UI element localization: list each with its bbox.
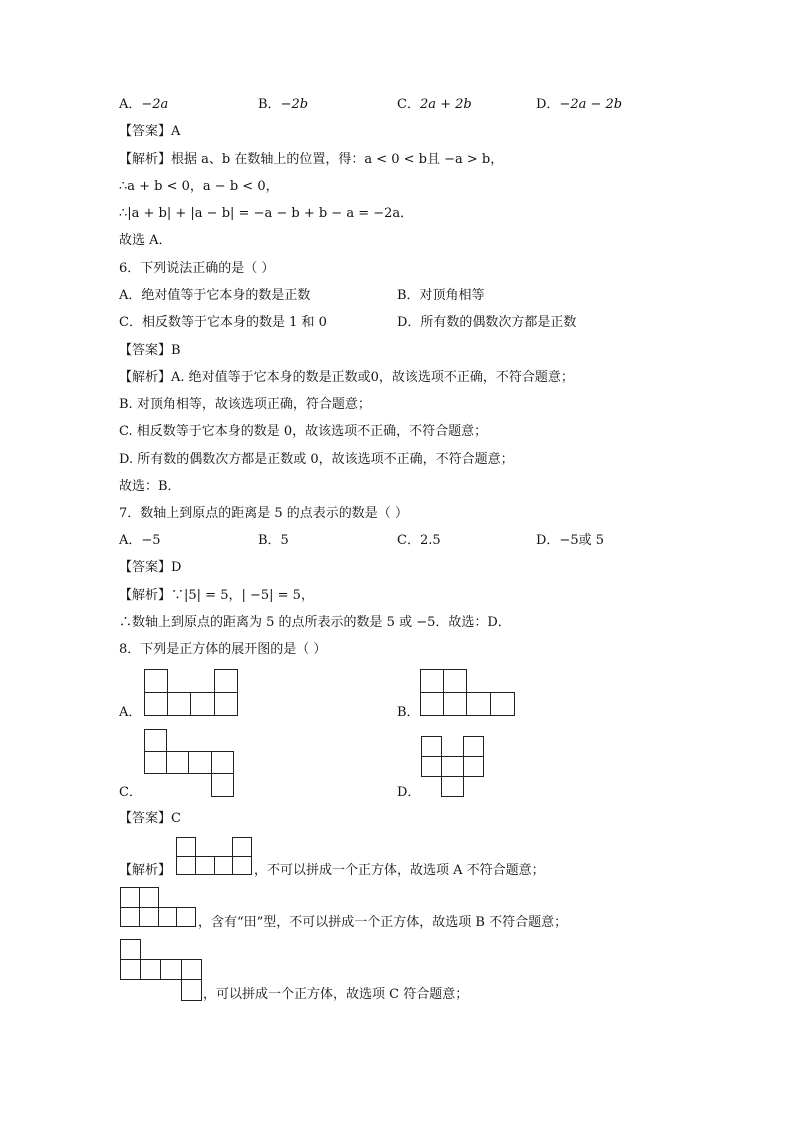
net-square [466,692,491,716]
net-square [144,692,168,716]
q6-analysis-line-4: D. 所有数的偶数次方都是正数或 0，故该选项不正确，不符合题意； [119,452,514,467]
q7-analysis-line-2: ∴数轴上到原点的距离为 5 的点所表示的数是 5 或 −5．故选：D． [119,615,511,630]
net-square [421,736,442,757]
net-square [232,856,252,875]
q5-analysis-line-1: 【解析】根据 a、b 在数轴上的位置，得：a < 0 < b且 −a > b， [119,152,504,167]
q6-analysis-line-3: C. 相反数等于它本身的数是 0，故该选项不正确，不符合题意； [119,424,488,439]
net-square [181,959,202,980]
net-square [158,907,177,927]
net-square [120,887,140,908]
net-square [490,692,515,716]
net-square [232,837,252,857]
q5-option-a-text: −2a [141,97,169,112]
q8-option-b-net [420,669,515,716]
q5-option-c-label: C． [397,97,420,112]
q8-analysis-a-text: ，不可以拼成一个正方体，故选项 A 不符合题意； [254,863,545,878]
net-square [441,756,464,777]
net-square [144,751,167,774]
q7-option-d: D．−5或 5 [536,533,604,548]
net-square [421,756,442,777]
q6-option-c: C．相反数等于它本身的数是 1 和 0 [119,315,327,330]
q5-analysis-line-4: 故选 A． [119,233,172,248]
net-square [139,907,159,927]
net-square [420,692,444,716]
net-square [166,751,189,774]
q5-option-b-label: B． [258,97,281,112]
net-square [211,751,234,774]
q6-analysis-line-2: B. 对顶角相等，故该选项正确，符合题意； [119,397,371,412]
net-square [144,669,168,693]
q8-option-c-net [144,729,234,797]
q8-analysis-prefix: 【解析】 [119,863,172,878]
net-square [463,736,484,757]
q5-option-a [119,96,168,114]
q8-analysis-b-net [120,887,196,927]
q8-analysis-c-text: ，可以拼成一个正方体，故选项 C 符合题意； [203,987,469,1002]
net-square [443,669,467,693]
q5-option-c [397,96,472,114]
net-square [195,856,215,875]
q8-analysis-c-net [120,939,202,1001]
net-square [120,907,140,927]
net-square [463,756,484,777]
q8-option-a-net [144,669,238,716]
q5-answer: 【答案】A [119,124,181,139]
net-square [120,959,141,980]
q5-option-b-text: −2b [280,97,309,112]
q7-stem: 7．数轴上到原点的距离是 5 的点表示的数是（ ） [119,506,408,521]
q6-answer: 【答案】B [119,343,181,358]
net-square [214,692,238,716]
q8-option-a-label: A． [119,705,142,720]
q5-option-d-text: −2a − 2b [559,97,623,112]
q6-analysis-line-1: 【解析】A. 绝对值等于它本身的数是正数或0，故该选项不正确，不符合题意； [119,370,574,385]
q8-option-d-label: D． [397,785,421,800]
q5-analysis-line-2: ∴a + b < 0，a − b < 0， [119,179,279,194]
net-square [176,907,196,927]
net-square [176,837,196,857]
q7-option-b: B．5 [258,533,289,548]
net-square [214,669,238,693]
net-square [140,959,161,980]
q5-analysis-line-3: ∴|a + b| + |a − b| = −a − b + b − a = −2a． [119,206,414,221]
q7-answer: 【答案】D [119,560,182,575]
q8-option-b-label: B． [397,705,420,720]
net-square [139,887,159,908]
q6-option-d: D．所有数的偶数次方都是正数 [397,315,577,330]
q7-analysis-line-1: 【解析】∵|5| = 5，| −5| = 5， [119,588,314,603]
q6-analysis-line-5: 故选：B． [119,479,181,494]
net-square [181,979,202,1001]
q6-option-b: B．对顶角相等 [397,288,485,303]
q7-option-a: A．−5 [119,533,161,548]
q5-option-c-text: 2a + 2b [419,97,472,112]
q5-option-d [536,96,622,114]
q6-option-a: A．绝对值等于它本身的数是正数 [119,288,311,303]
net-square [211,773,234,797]
q8-option-d-net [421,736,484,797]
net-square [441,776,464,797]
net-square [120,939,141,960]
net-square [176,856,196,875]
q8-stem: 8．下列是正方体的展开图的是（ ） [119,642,327,657]
q5-option-a-label: A． [119,97,142,112]
net-square [188,751,212,774]
net-square [160,959,182,980]
net-square [144,729,167,752]
net-square [214,856,233,875]
q5-option-d-label: D． [536,97,560,112]
q8-option-c-label: C． [119,785,142,800]
q6-stem: 6．下列说法正确的是（ ） [119,261,275,276]
q8-analysis-b-text: ，含有“田”型，不可以拼成一个正方体，故选项 B 不符合题意； [198,915,568,930]
net-square [443,692,467,716]
q8-analysis-a-net [176,837,252,875]
net-square [420,669,444,693]
net-square [167,692,191,716]
q5-option-b [258,96,308,114]
net-square [190,692,215,716]
q7-option-c: C．2.5 [397,533,441,548]
q8-answer: 【答案】C [119,811,181,826]
